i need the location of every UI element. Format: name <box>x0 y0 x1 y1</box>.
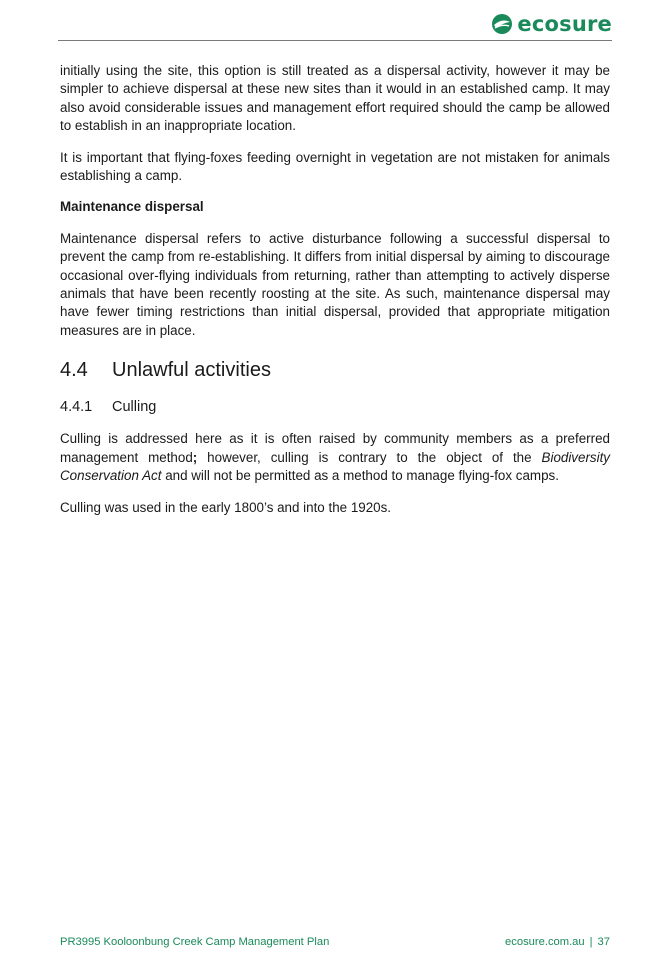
ecosure-logo <box>491 12 612 36</box>
footer-document-title: PR3995 Kooloonbung Creek Camp Management Plan <box>60 936 330 948</box>
footer-website: ecosure.com.au <box>505 936 585 948</box>
culling-text-part1: Culling is addressed here as it is often raised by community members as a preferred management method <box>60 431 610 465</box>
paragraph-initial-dispersal: initially using the site, this option is still treated as a dispersal activity, however it may be simpler to achieve dispersal at these new sites than it would in an established camp. It may also avoid considerable issues and management effort required should the camp be allowed to establish in an inappropriate location. <box>60 63 610 134</box>
culling-semicolon: ; <box>192 449 198 465</box>
brand-name: ecosure <box>517 11 612 36</box>
subsection-title: Culling <box>112 399 157 416</box>
paragraph-feeding-note: It is important that flying-foxes feeding overnight in vegetation are not mistaken for animals establishing a camp. <box>60 149 610 184</box>
leaf-logo-icon <box>491 13 513 35</box>
page-header <box>58 10 612 41</box>
maintenance-dispersal-heading: Maintenance dispersal <box>60 199 204 215</box>
footer-separator: | <box>589 936 593 948</box>
culling-text-part2: however, culling is contrary to the object of the <box>197 449 542 465</box>
paragraph-maintenance-dispersal: Maintenance dispersal refers to active disturbance following a successful dispersal to prevent the camp from re-establishing. It differs from initial dispersal by aiming to discourage occasional over-flying individuals from returning, rather than attempting to actively disperse animals that have been recently roosting at the site. As such, maintenance dispersal may have fewer timing restrictions than initial dispersal, provided that appropriate mitigation measures are in place. <box>60 230 610 338</box>
page-body <box>60 62 610 530</box>
biodiversity-act-reference: Biodiversity Conservation Act <box>60 449 610 484</box>
section-number: 4.4 <box>60 359 88 382</box>
page-number: 37 <box>597 936 610 948</box>
paragraph-culling-history: Culling was used in the early 1800’s and into the 1920s. <box>60 499 392 515</box>
footer-right <box>505 936 610 948</box>
paragraph-culling <box>60 430 610 485</box>
subsection-heading <box>60 397 610 417</box>
section-title: Unlawful activities <box>112 359 271 382</box>
section-heading <box>60 358 610 382</box>
subsection-number: 4.4.1 <box>60 399 93 416</box>
page-footer <box>60 936 610 948</box>
culling-text-part3: and will not be permitted as a method to manage flying-fox camps. <box>161 468 559 484</box>
